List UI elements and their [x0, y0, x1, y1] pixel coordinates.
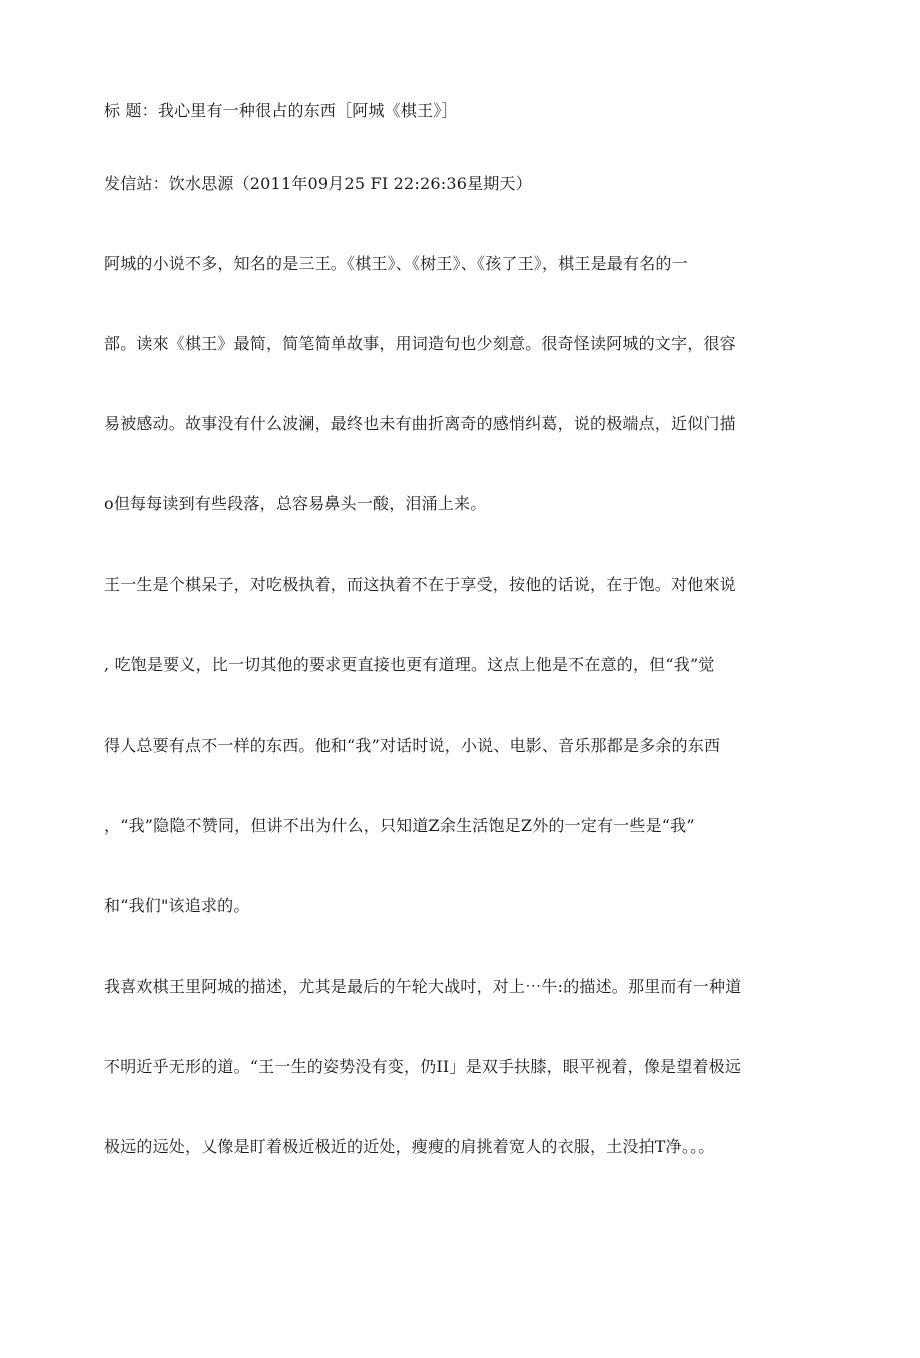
- paragraph-line: 我喜欢棋王里阿城的描述，尤其是最后的午轮大战吋，对上⋯牛:的描述。那里而有一种道: [104, 977, 742, 996]
- paragraph-line: 部。读來《棋王》最简，简笔简单故事，用词造句也少刻意。很奇怪读阿城的文字，很容: [104, 334, 736, 353]
- header-source: 发信站：饮水思源（2011年09月25 FI 22:26:36星期天）: [104, 174, 532, 193]
- paragraph-line: 极远的远处，乂像是盯着极近极近的近处，瘦瘦的肩挑着宽人的衣服，土没拍T净。。。: [104, 1137, 715, 1156]
- paragraph-line: 阿城的小说不多，知名的是三王。《棋王》、《树王》、《孩了王》，棋王是最有名的一: [104, 254, 688, 273]
- paragraph-line: 得人总要有点不一样的东西。他和“我”对话时说，小说、电影、音乐那都是多余的东西: [104, 736, 721, 755]
- paragraph-line: ，“我”隐隐不赞同，但讲不出为什么，只知道Z余生活饱足Z外的一定有一些是“我”: [104, 816, 695, 835]
- paragraph-line: , 吃饱是要义，比一切其他的要求更直接也更有道理。这点上他是不在意的，但“我”觉: [104, 655, 715, 674]
- paragraph-line: 易被感动。故事没有什么波澜，最终也未有曲折离奇的感悄纠葛，说的极端点，近似门描: [104, 414, 736, 433]
- header-title: 标 题：我心里有一种很占的东西［阿城《棋王》］: [104, 101, 458, 120]
- paragraph-line: o但每每读到有些段落，总容易鼻头一酸，泪涌上来。: [104, 494, 487, 513]
- paragraph-line: 王一生是个棋呆子，对吃极执着，而这执着不在于享受，按他的话说，在于饱。对他來说: [104, 575, 736, 594]
- paragraph-line: 和“我们"该追求的。: [104, 896, 250, 915]
- paragraph-line: 不明近乎无形的道。“王一生的姿势没有变，仍II」是双手扶膝，眼平视着，像是望着极远: [104, 1057, 742, 1076]
